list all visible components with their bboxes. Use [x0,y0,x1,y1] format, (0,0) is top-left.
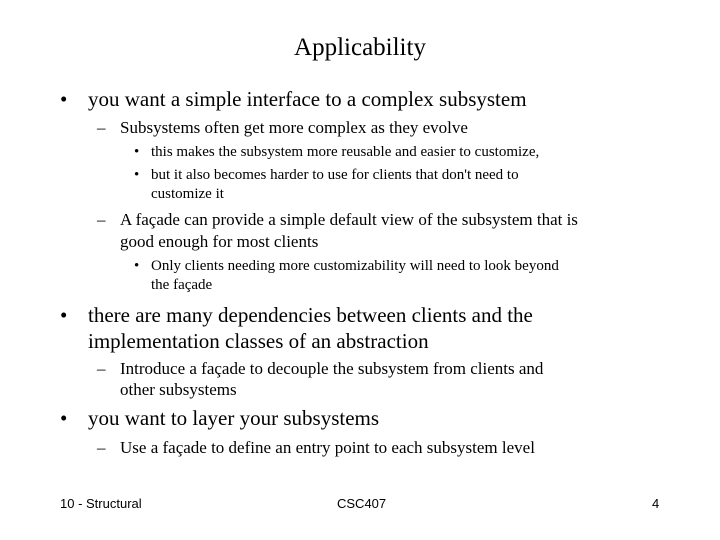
sub-bullet-marker: – [97,359,106,378]
slide-title: Applicability [294,34,426,61]
sub-bullet-marker: – [97,438,106,457]
bullet-1-sub-1-sub-2-line-1: but it also becomes harder to use for clients that don't need to [151,167,519,183]
sub-sub-bullet-marker: • [134,258,140,274]
bullet-2-sub-1-line-1: Introduce a façade to decouple the subsystem from clients and [120,359,544,378]
bullet-marker: • [60,87,68,111]
sub-sub-bullet-marker: • [134,167,140,183]
bullet-3-sub-1-text: Use a façade to define an entry point to each subsystem level [120,438,535,457]
bullet-2-sub-1-line-2: other subsystems [120,380,237,399]
sub-bullet-marker: – [97,118,106,137]
sub-sub-bullet-marker: • [134,144,140,160]
bullet-1-sub-1-sub-2-line-2: customize it [151,186,224,202]
bullet-1-sub-2-line-2: good enough for most clients [120,232,319,251]
bullet-1-sub-2-sub-1-line-2: the façade [151,277,213,293]
footer-page-number: 4 [652,496,660,511]
bullet-2-line-2: implementation classes of an abstraction [88,329,429,353]
bullet-1-sub-2-line-1: A façade can provide a simple default view of the subsystem that is [120,210,578,229]
footer-section: 10 - Structural [60,496,142,511]
bullet-2-line-1: there are many dependencies between clients and the [88,303,533,327]
bullet-marker: • [60,406,68,430]
bullet-1-sub-1-text: Subsystems often get more complex as they evolve [120,118,468,137]
bullet-marker: • [60,303,68,327]
bullet-3-text: you want to layer your subsystems [88,406,380,430]
bullet-1-sub-1-sub-1-text: this makes the subsystem more reusable and easier to customize, [151,144,540,160]
footer-course: CSC407 [337,496,387,511]
sub-bullet-marker: – [97,210,106,229]
bullet-1-sub-2-sub-1-line-1: Only clients needing more customizability will need to look beyond [151,258,559,274]
bullet-1-text: you want a simple interface to a complex subsystem [88,87,527,111]
